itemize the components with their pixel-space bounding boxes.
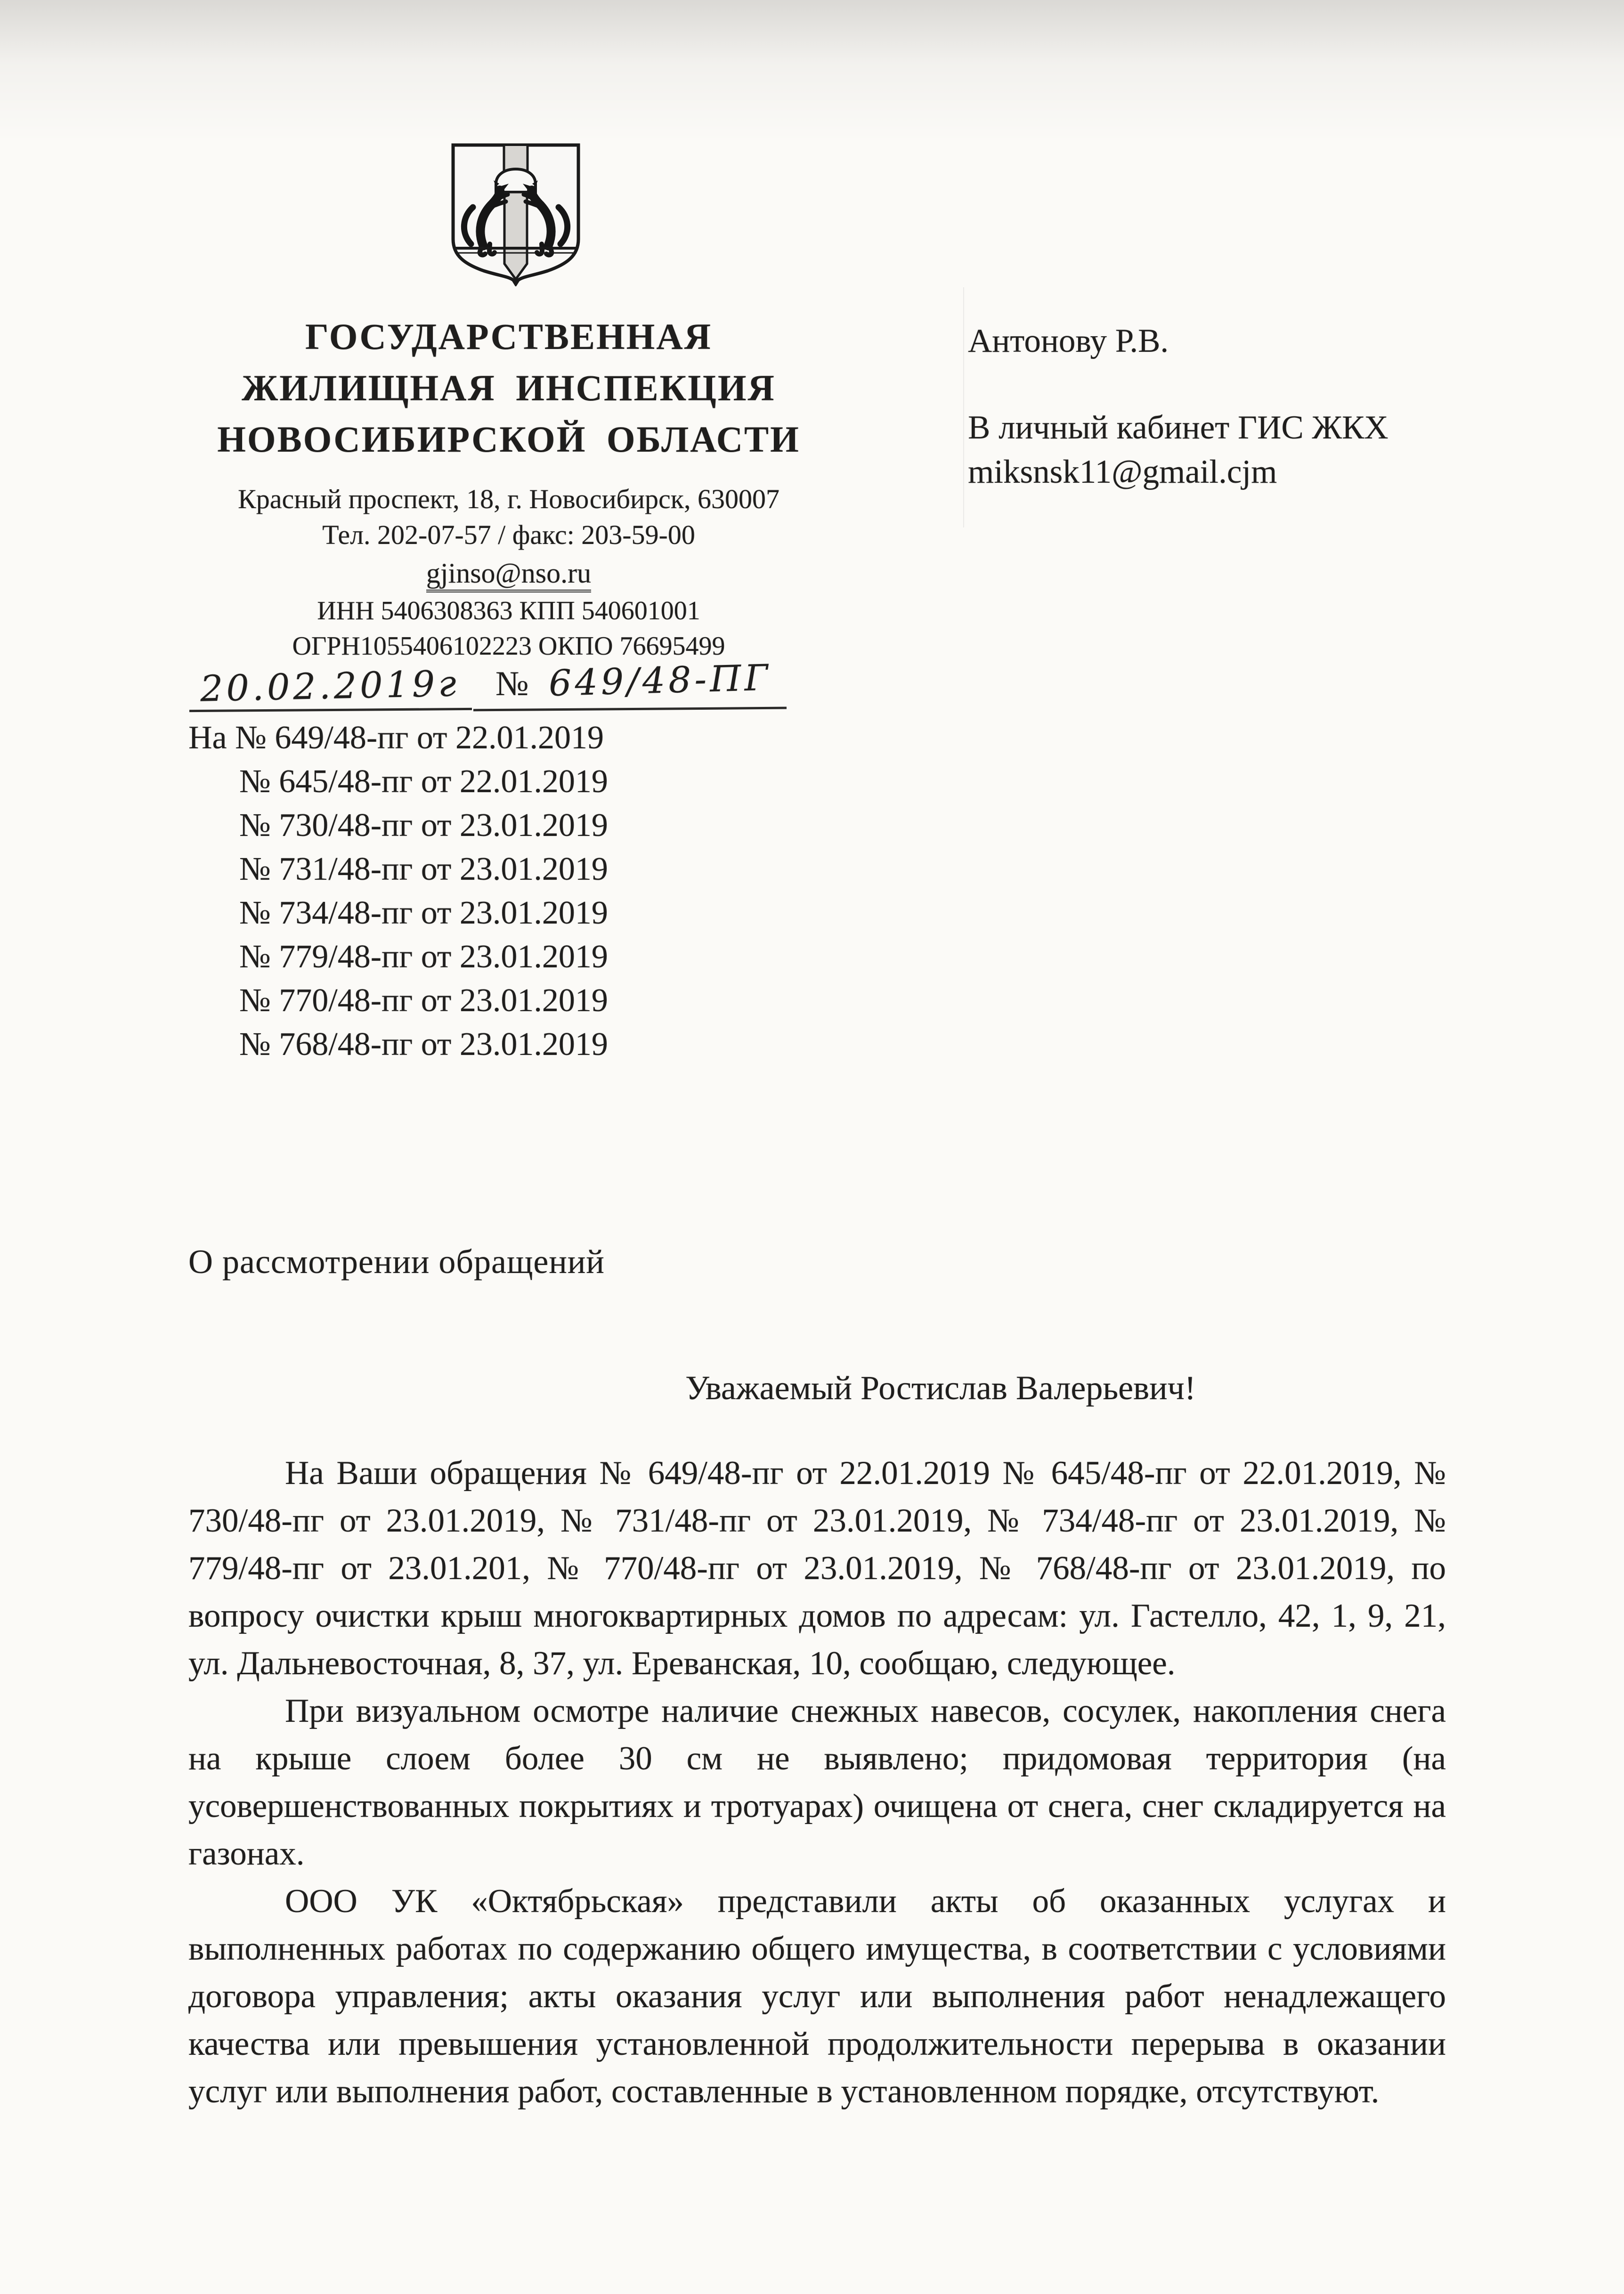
reference-line: На № 649/48-пг от 22.01.2019 — [188, 720, 604, 756]
reference-line: № 730/48-пг от 23.01.2019 — [239, 807, 608, 843]
scan-noise-overlay — [0, 0, 1624, 141]
registration-number-underline — [473, 707, 787, 712]
coat-of-arms-icon — [447, 139, 584, 286]
reference-line: № 770/48-пг от 23.01.2019 — [239, 982, 608, 1019]
body-paragraph: ООО УК «Октябрьская» представили акты об оказанных услугах и выполненных работах по содержанию общего имущества, в соответствии с условиями договора управления; акты оказания услуг или выполнения работ ненадлежащего качества или превышения установленной продолжительности перерыва в оказании услуг или выполнения работ, составленные в установленном порядке, отсутствуют. — [188, 1883, 1446, 2110]
letterhead-email: gjinso@nso.ru — [426, 558, 591, 592]
reference-line: № 779/48-пг от 23.01.2019 — [239, 939, 608, 975]
incoming-references-list — [188, 716, 608, 1066]
registration-number-sign: № — [495, 665, 529, 703]
registration-date-handwritten: 20.02.2019г — [200, 662, 460, 710]
salutation: Уважаемый Ростислав Валерьевич! — [685, 1369, 1196, 1407]
registration-number-handwritten: 649/48-ПГ — [548, 656, 772, 705]
org-name-line-3: НОВОСИБИРСКОЙ ОБЛАСТИ — [217, 419, 800, 460]
letterhead-ogrn-okpo: ОГРН1055406102223 ОКПО 76695499 — [292, 632, 725, 661]
letterhead-contacts — [155, 481, 862, 664]
letterhead-org-name — [155, 311, 862, 465]
silver-column — [504, 192, 527, 279]
recipient-delivery-channel: В личный кабинет ГИС ЖКХ — [968, 409, 1389, 446]
org-name-line-1: ГОСУДАРСТВЕННАЯ — [305, 316, 712, 357]
body-paragraph: На Ваши обращения № 649/48-пг от 22.01.2019 № 645/48-пг от 22.01.2019, № 730/48-пг от 23.01.2019, № 731/48-пг от 23.01.2019, № 734/48-пг от 23.01.2019, № 779/48-пг от 23.01.201, № 770/48-пг от 23.01.2019, № 768/48-пг от 23.01.2019, по вопросу очистки крыш многоквартирных домов по адресам: ул. Гастелло, 42, 1, 9, 21, ул. Дальневосточная, 8, 37, ул. Ереванская, 10, сообщаю, следующее. — [188, 1455, 1446, 1682]
letterhead-inn-kpp: ИНН 5406308363 КПП 540601001 — [317, 596, 700, 625]
reference-line: № 731/48-пг от 23.01.2019 — [239, 851, 608, 887]
recipient-email: miksnsk11@gmail.cjm — [968, 454, 1277, 490]
recipient-name: Антонову Р.В. — [968, 323, 1169, 359]
letterhead-address: Красный проспект, 18, г. Новосибирск, 630007 — [238, 484, 780, 514]
scan-fold-line — [963, 287, 964, 527]
reference-line: № 768/48-пг от 23.01.2019 — [239, 1026, 608, 1062]
letterhead-email-line — [155, 553, 862, 593]
letter-subject: О рассмотрении обращений — [188, 1243, 605, 1281]
reference-line: № 734/48-пг от 23.01.2019 — [239, 895, 608, 931]
letterhead-phone-fax: Тел. 202-07-57 / факс: 203-59-00 — [322, 519, 695, 550]
letter-body — [188, 1450, 1446, 2116]
body-paragraph: При визуальном осмотре наличие снежных навесов, сосулек, накопления снега на крыше слоем более 30 см не выявлено; придомовая территория (на усовершенствованных покрытиях и тротуарах) очищена от снега, снег складируется на газонах. — [188, 1693, 1446, 1872]
org-name-line-2: ЖИЛИЩНАЯ ИНСПЕКЦИЯ — [242, 367, 776, 408]
reference-line: № 645/48-пг от 22.01.2019 — [239, 763, 608, 800]
